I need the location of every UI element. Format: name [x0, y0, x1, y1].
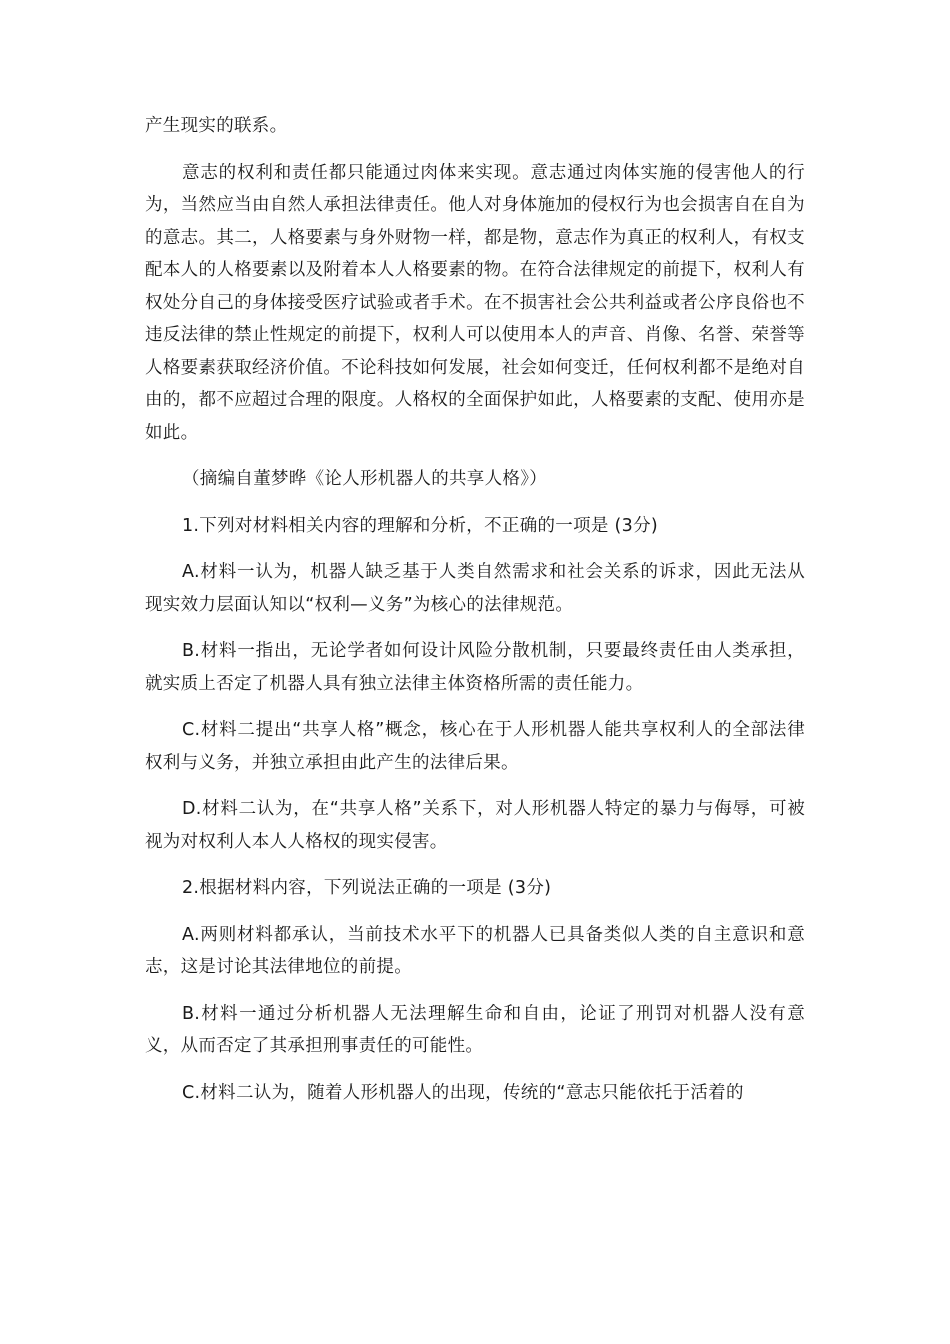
question-1-option-a: A.材料一认为，机器人缺乏基于人类自然需求和社会关系的诉求，因此无法从现实效力层面认知以“权利—义务”为核心的法律规范。: [145, 562, 805, 615]
question-1-option-c: C.材料二提出“共享人格”概念，核心在于人形机器人能共享权利人的全部法律权利与义务，并独立承担由此产生的法律后果。: [145, 720, 805, 773]
question-2-option-a: A.两则材料都承认，当前技术水平下的机器人已具备类似人类的自主意识和意志，这是讨论其法律地位的前提。: [145, 924, 805, 977]
paragraph-will-rights: 意志的权利和责任都只能通过肉体来实现。意志通过肉体实施的侵害他人的行为，当然应当由自然人承担法律责任。他人对身体施加的侵权行为也会损害自在自为的意志。其二，人格要素与身外财物一样，都是物，意志作为真正的权利人，有权支配本人的人格要素以及附着本人人格要素的物。在符合法律规定的前提下，权利人有权处分自己的身体接受医疗试验或者手术。在不损害社会公共利益或者公序良俗也不违反法律的禁止性规定的前提下，权利人可以使用本人的声音、肖像、名誉、荣誉等人格要素获取经济价值。不论科技如何发展，社会如何变迁，任何权利都不是绝对自由的，都不应超过合理的限度。人格权的全面保护如此，人格要素的支配、使用亦是如此。: [145, 162, 805, 443]
question-2-stem: 2.根据材料内容，下列说法正确的一项是 (3分): [182, 878, 552, 898]
question-1-stem: 1.下列对材料相关内容的理解和分析，不正确的一项是 (3分): [182, 515, 659, 536]
question-1-option-d: D.材料二认为，在“共享人格”关系下，对人形机器人特定的暴力与侮辱，可被视为对权利人本人人格权的现实侵害。: [145, 799, 805, 852]
document-body: [145, 110, 805, 1109]
question-1-option-b: B.材料一指出，无论学者如何设计风险分散机制，只要最终责任由人类承担，就实质上否定了机器人具有独立法律主体资格所需的责任能力。: [145, 641, 805, 694]
question-2-option-c: C.材料二认为，随着人形机器人的出现，传统的“意志只能依托于活着的: [182, 1082, 744, 1103]
source-citation: （摘编自董梦晔《论人形机器人的共享人格》）: [182, 469, 548, 489]
paragraph-continuation: 产生现实的联系。: [145, 116, 288, 136]
question-2-option-b: B.材料一通过分析机器人无法理解生命和自由，论证了刑罚对机器人没有意义，从而否定了其承担刑事责任的可能性。: [145, 1003, 805, 1056]
